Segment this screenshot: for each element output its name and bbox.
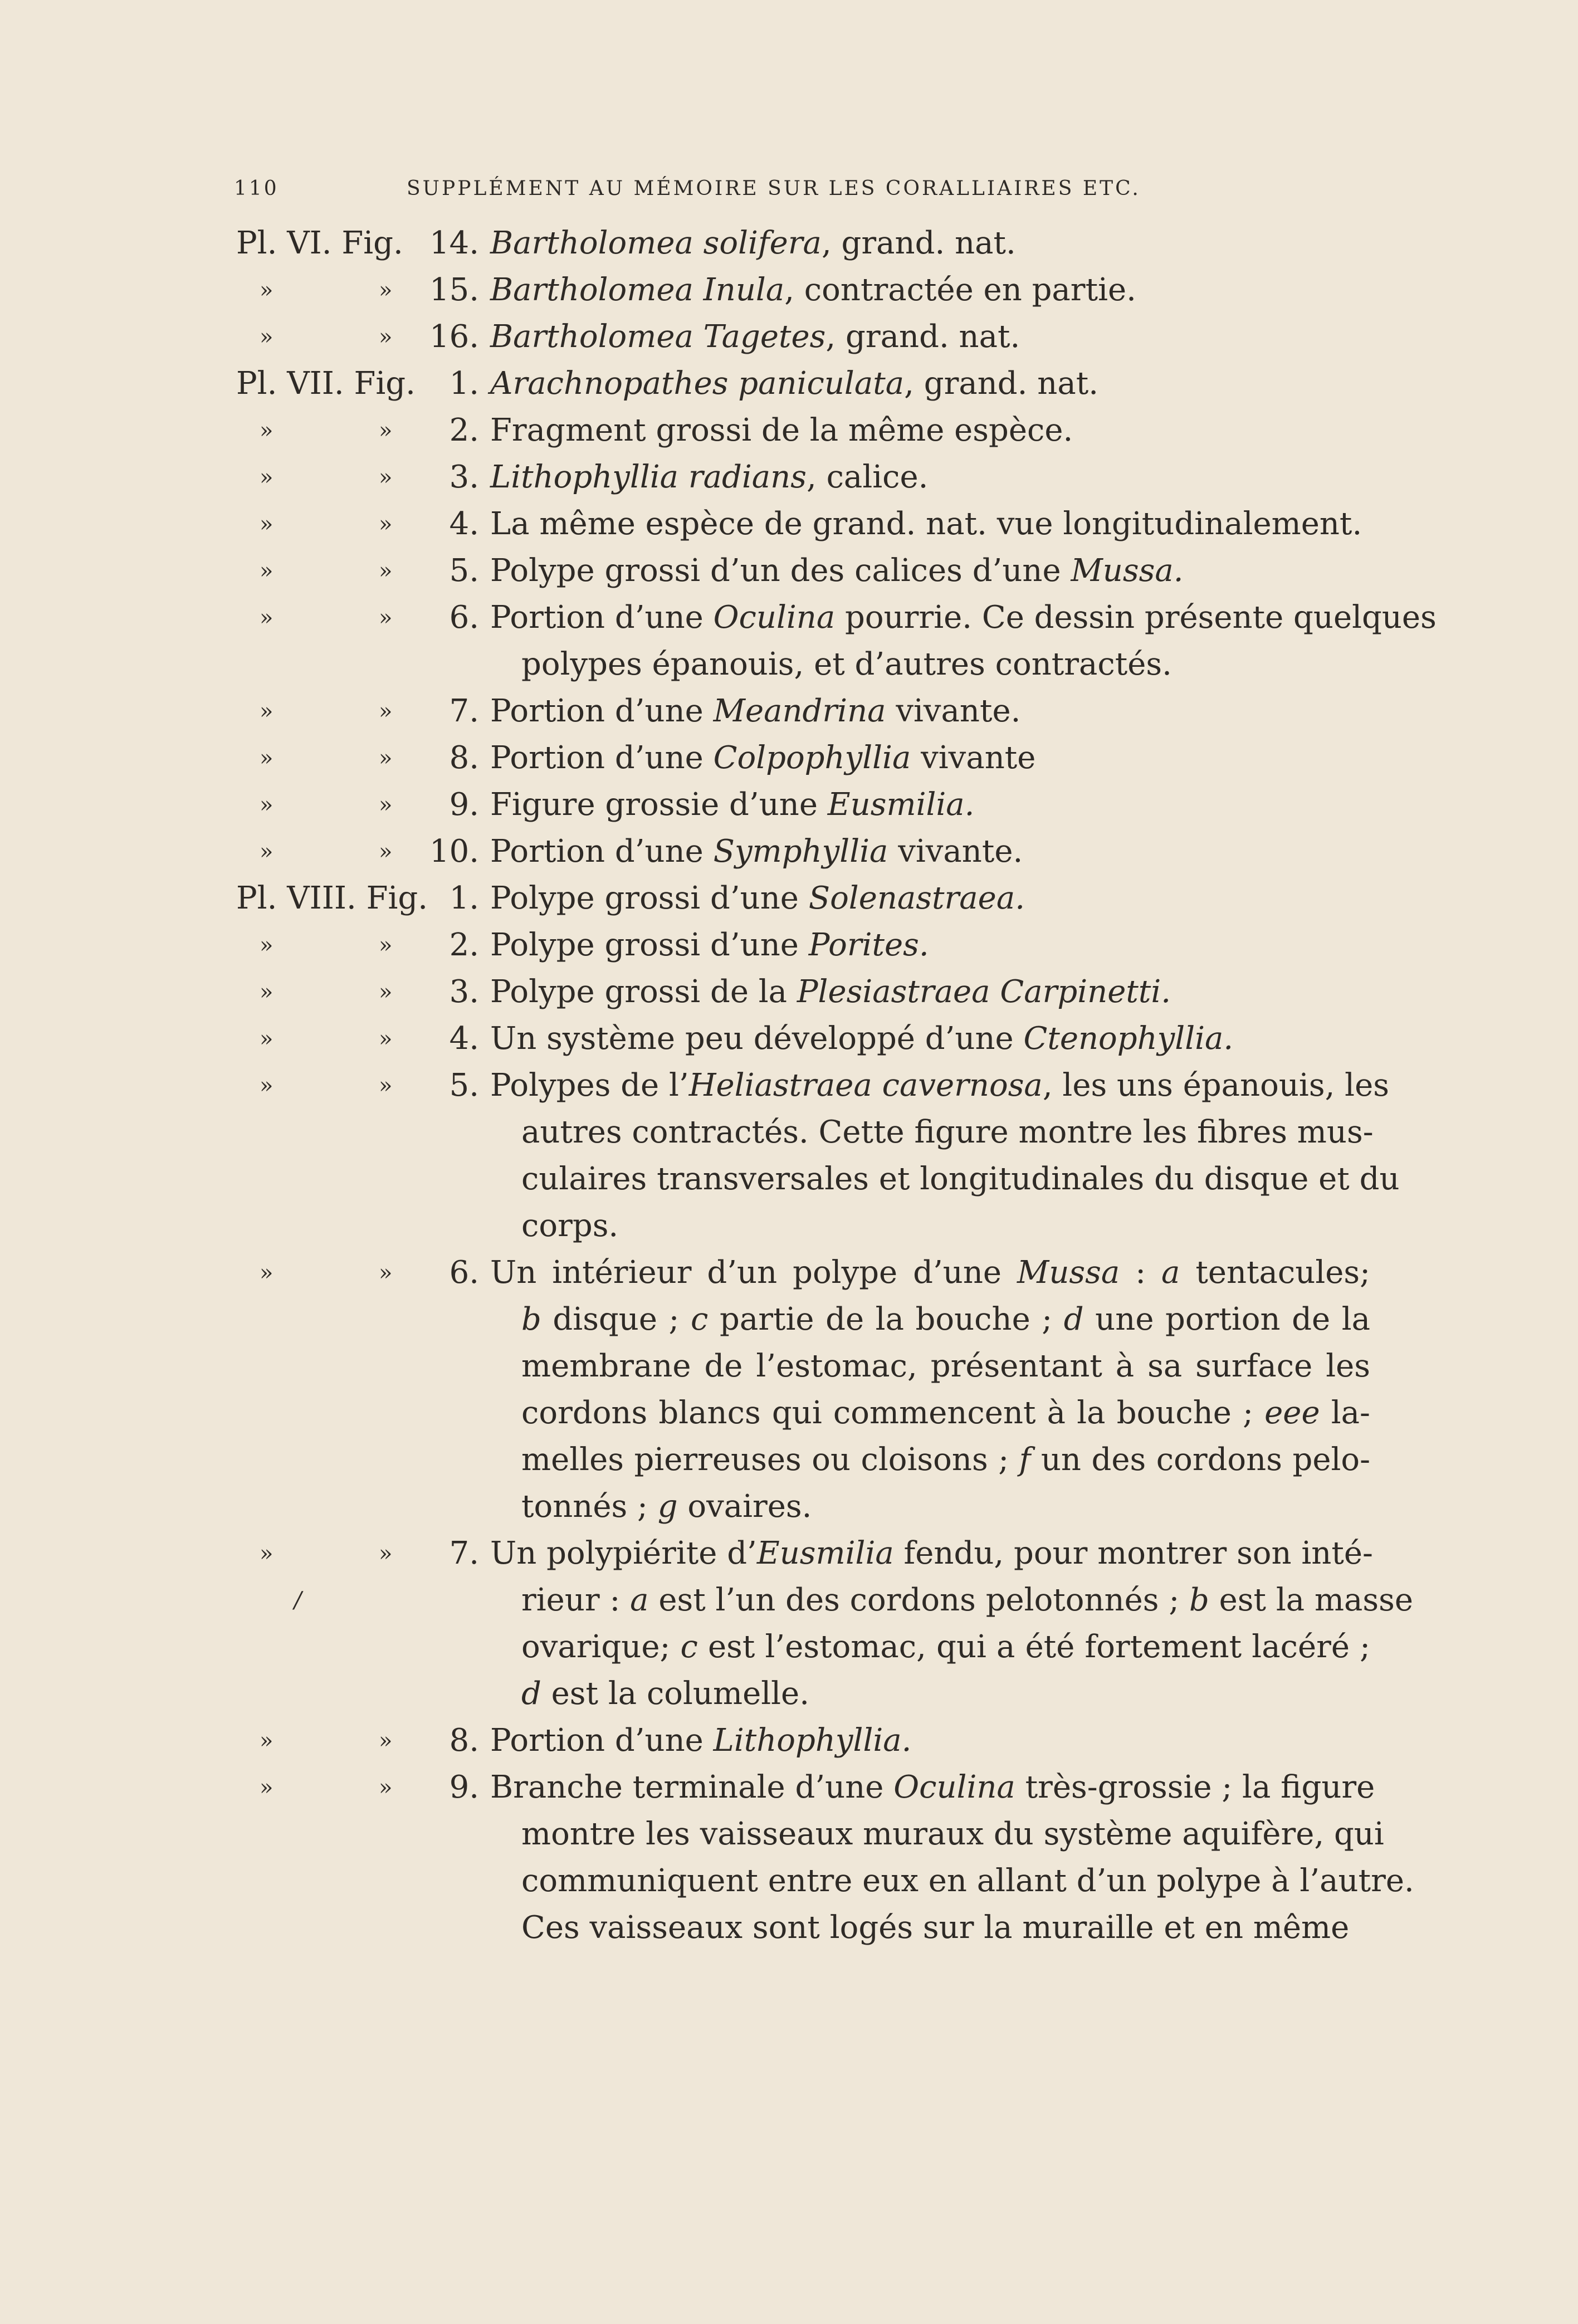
figure-entry: [0, 1530, 1578, 1717]
entry-text: Fragment grossi de la même espèce.: [490, 412, 1073, 448]
entry-text: Polype grossi d’un des calices d’une Mussa.: [490, 553, 1184, 589]
plate-label: »: [260, 1073, 273, 1098]
entry-line: [0, 969, 1578, 1015]
fig-ditto: »: [379, 839, 393, 865]
figure-entry: [0, 454, 1578, 501]
entry-line: [0, 220, 1578, 267]
figure-number: 6.: [449, 1254, 479, 1291]
fig-ditto: »: [379, 1260, 393, 1286]
entry-text: Portion d’une Oculina pourrie. Ce dessin présente quelques: [490, 599, 1437, 636]
entry-text: culaires transversales et longitudinales du disque et du: [521, 1161, 1400, 1197]
entry-text: Portion d’une Colpophyllia vivante: [490, 740, 1036, 776]
figure-number: 9.: [449, 1769, 479, 1805]
entry-line: [0, 828, 1578, 875]
figure-entry: [0, 735, 1578, 782]
figure-number: 2.: [449, 927, 479, 963]
fig-ditto: »: [379, 792, 393, 818]
entry-line: [0, 1671, 1578, 1717]
entry-text: d est la columelle.: [521, 1676, 809, 1712]
entry-line: [0, 1530, 1578, 1577]
figure-number: 9.: [449, 787, 479, 823]
entry-line: [0, 1156, 1578, 1203]
plate-label: »: [260, 324, 273, 350]
entry-text: polypes épanouis, et d’autres contractés.: [521, 646, 1172, 682]
fig-ditto: »: [379, 324, 393, 350]
entry-line: [0, 501, 1578, 548]
entry-line: [0, 1437, 1578, 1483]
figure-entry: [0, 314, 1578, 360]
entry-text: Figure grossie d’une Eusmilia.: [490, 787, 975, 823]
figure-number: 4.: [449, 1021, 479, 1057]
figure-entry: [0, 267, 1578, 314]
entry-text: tonnés ; g ovaires.: [521, 1488, 812, 1525]
figure-number: 6.: [449, 599, 479, 636]
running-head: SUPPLÉMENT AU MÉMOIRE SUR LES CORALLIAIRES ETC.: [407, 177, 1141, 200]
entry-line: [0, 267, 1578, 314]
entry-line: [0, 1062, 1578, 1109]
entry-text: Polype grossi d’une Porites.: [490, 927, 929, 963]
plate-label: Pl. VII. Fig.: [236, 365, 416, 402]
figure-entry: [0, 688, 1578, 735]
figure-entry: [0, 548, 1578, 594]
entry-line: [0, 875, 1578, 922]
plate-label: »: [260, 792, 273, 818]
entry-text: autres contractés. Cette figure montre les fibres mus-: [521, 1114, 1374, 1150]
entry-text: Lithophyllia radians, calice.: [490, 459, 929, 495]
figure-entry: [0, 594, 1578, 688]
plate-label: »: [260, 465, 273, 490]
entry-text: corps.: [521, 1208, 619, 1244]
entry-line: [0, 1811, 1578, 1858]
plate-label: »: [260, 605, 273, 631]
entry-line: [0, 1577, 1578, 1624]
entry-text: Portion d’une Meandrina vivante.: [490, 693, 1021, 729]
entry-line: [0, 1109, 1578, 1156]
entry-text: melles pierreuses ou cloisons ; f un des cordons pelo-: [521, 1442, 1371, 1478]
plate-label: »: [260, 745, 273, 771]
figure-entry: [0, 1249, 1578, 1530]
entry-line: [0, 1483, 1578, 1530]
entry-line: [0, 1249, 1578, 1296]
fig-ditto: »: [379, 1775, 393, 1800]
figure-entry: [0, 782, 1578, 828]
fig-ditto: »: [379, 605, 393, 631]
entry-line: [0, 407, 1578, 454]
figure-entry: [0, 1062, 1578, 1249]
figure-number: 8.: [449, 1722, 479, 1759]
entry-text: montre les vaisseaux muraux du système aquifère, qui: [521, 1816, 1384, 1852]
entry-line: [0, 1015, 1578, 1062]
entry-line: [0, 314, 1578, 360]
entry-text: La même espèce de grand. nat. vue longitudinalement.: [490, 506, 1362, 542]
figure-number: 7.: [449, 693, 479, 729]
fig-ditto: »: [379, 558, 393, 584]
fig-ditto: »: [379, 1073, 393, 1098]
plate-label: »: [260, 932, 273, 958]
figure-entry: [0, 922, 1578, 969]
plate-label: »: [260, 511, 273, 537]
figure-number: 14.: [429, 225, 479, 261]
figure-entry: [0, 828, 1578, 875]
plate-label: »: [260, 1728, 273, 1754]
fig-ditto: »: [379, 511, 393, 537]
entry-text: Un intérieur d’un polype d’une Mussa : a tentacules;: [490, 1254, 1371, 1291]
figure-number: 3.: [449, 974, 479, 1010]
entry-text: rieur : a est l’un des cordons pelotonnés ; b est la masse: [521, 1582, 1414, 1618]
plate-label: »: [260, 558, 273, 584]
figure-entry: [0, 1764, 1578, 1951]
figure-number: 7.: [449, 1535, 479, 1571]
entry-text: Arachnopathes paniculata, grand. nat.: [490, 365, 1099, 402]
entry-line: [0, 1343, 1578, 1390]
entry-line: [0, 548, 1578, 594]
entry-line: [0, 641, 1578, 688]
entry-line: [0, 1203, 1578, 1249]
entry-text: Polypes de l’Heliastraea cavernosa, les uns épanouis, les: [490, 1067, 1389, 1104]
fig-ditto: »: [379, 1026, 393, 1052]
fig-ditto: »: [379, 699, 393, 724]
figure-number: 15.: [429, 272, 479, 308]
running-header: [234, 177, 1203, 205]
entry-text: b disque ; c partie de la bouche ; d une portion de la: [521, 1301, 1370, 1337]
entry-text: membrane de l’estomac, présentant à sa surface les: [521, 1348, 1370, 1384]
figure-entry: [0, 407, 1578, 454]
entry-text: Portion d’une Symphyllia vivante.: [490, 833, 1023, 870]
entry-line: [0, 1905, 1578, 1951]
figure-number: 16.: [429, 319, 479, 355]
fig-ditto: »: [379, 277, 393, 303]
figure-number: 10.: [429, 833, 479, 870]
entry-text: cordons blancs qui commencent à la bouche ; eee la-: [521, 1395, 1370, 1431]
entry-text: Un système peu développé d’une Ctenophyllia.: [490, 1021, 1234, 1057]
entry-text: ovarique; c est l’estomac, qui a été fortement lacéré ;: [521, 1629, 1371, 1665]
fig-ditto: »: [379, 745, 393, 771]
fig-ditto: »: [379, 465, 393, 490]
entry-line: [0, 1624, 1578, 1671]
figure-number: 1.: [449, 880, 479, 916]
entry-text: Bartholomea Tagetes, grand. nat.: [490, 319, 1020, 355]
figure-entry: [0, 220, 1578, 267]
plate-label: »: [260, 699, 273, 724]
entry-text: Bartholomea Inula, contractée en partie.: [490, 272, 1136, 308]
fig-ditto: »: [379, 932, 393, 958]
entry-text: Un polypiérite d’Eusmilia fendu, pour montrer son inté-: [490, 1535, 1373, 1571]
figure-number: 4.: [449, 506, 479, 542]
entry-text: communiquent entre eux en allant d’un polype à l’autre.: [521, 1863, 1414, 1899]
entry-line: [0, 1764, 1578, 1811]
plate-label: »: [260, 1775, 273, 1800]
figure-entry: [0, 501, 1578, 548]
entry-line: [0, 922, 1578, 969]
entry-line: [0, 454, 1578, 501]
figure-entry: [0, 1015, 1578, 1062]
figure-number: 1.: [449, 365, 479, 402]
entry-text: Branche terminale d’une Oculina très-grossie ; la figure: [490, 1769, 1375, 1805]
entry-text: Bartholomea solifera, grand. nat.: [490, 225, 1016, 261]
plate-label: »: [260, 277, 273, 303]
entry-text: Ces vaisseaux sont logés sur la muraille et en même: [521, 1910, 1350, 1946]
figure-entry: [0, 875, 1578, 922]
entry-text: Polype grossi d’une Solenastraea.: [490, 880, 1025, 916]
plate-label: Pl. VIII. Fig.: [236, 880, 428, 916]
entry-line: [0, 594, 1578, 641]
plate-label: »: [260, 979, 273, 1005]
entry-line: [0, 1858, 1578, 1905]
figure-list: [0, 220, 1578, 1951]
plate-label: »: [260, 418, 273, 443]
entry-line: [0, 1296, 1578, 1343]
entry-text: Polype grossi de la Plesiastraea Carpinetti.: [490, 974, 1171, 1010]
figure-number: 5.: [449, 553, 479, 589]
plate-label: »: [260, 1026, 273, 1052]
entry-text: Portion d’une Lithophyllia.: [490, 1722, 912, 1759]
entry-line: [0, 1390, 1578, 1437]
fig-ditto: »: [379, 1541, 393, 1566]
fig-ditto: »: [379, 1728, 393, 1754]
figure-number: 3.: [449, 459, 479, 495]
margin-mark: /: [294, 1588, 302, 1613]
figure-number: 8.: [449, 740, 479, 776]
figure-entry: [0, 1717, 1578, 1764]
entry-line: [0, 735, 1578, 782]
entry-line: [0, 1717, 1578, 1764]
fig-ditto: »: [379, 979, 393, 1005]
entry-line: [0, 782, 1578, 828]
figure-number: 2.: [449, 412, 479, 448]
entry-line: [0, 688, 1578, 735]
plate-label: »: [260, 1541, 273, 1566]
figure-entry: [0, 360, 1578, 407]
plate-label: »: [260, 1260, 273, 1286]
entry-line: [0, 360, 1578, 407]
figure-entry: [0, 969, 1578, 1015]
fig-ditto: »: [379, 418, 393, 443]
figure-number: 5.: [449, 1067, 479, 1104]
plate-label: Pl. VI. Fig.: [236, 225, 403, 261]
plate-label: »: [260, 839, 273, 865]
page-number: 110: [234, 177, 279, 200]
